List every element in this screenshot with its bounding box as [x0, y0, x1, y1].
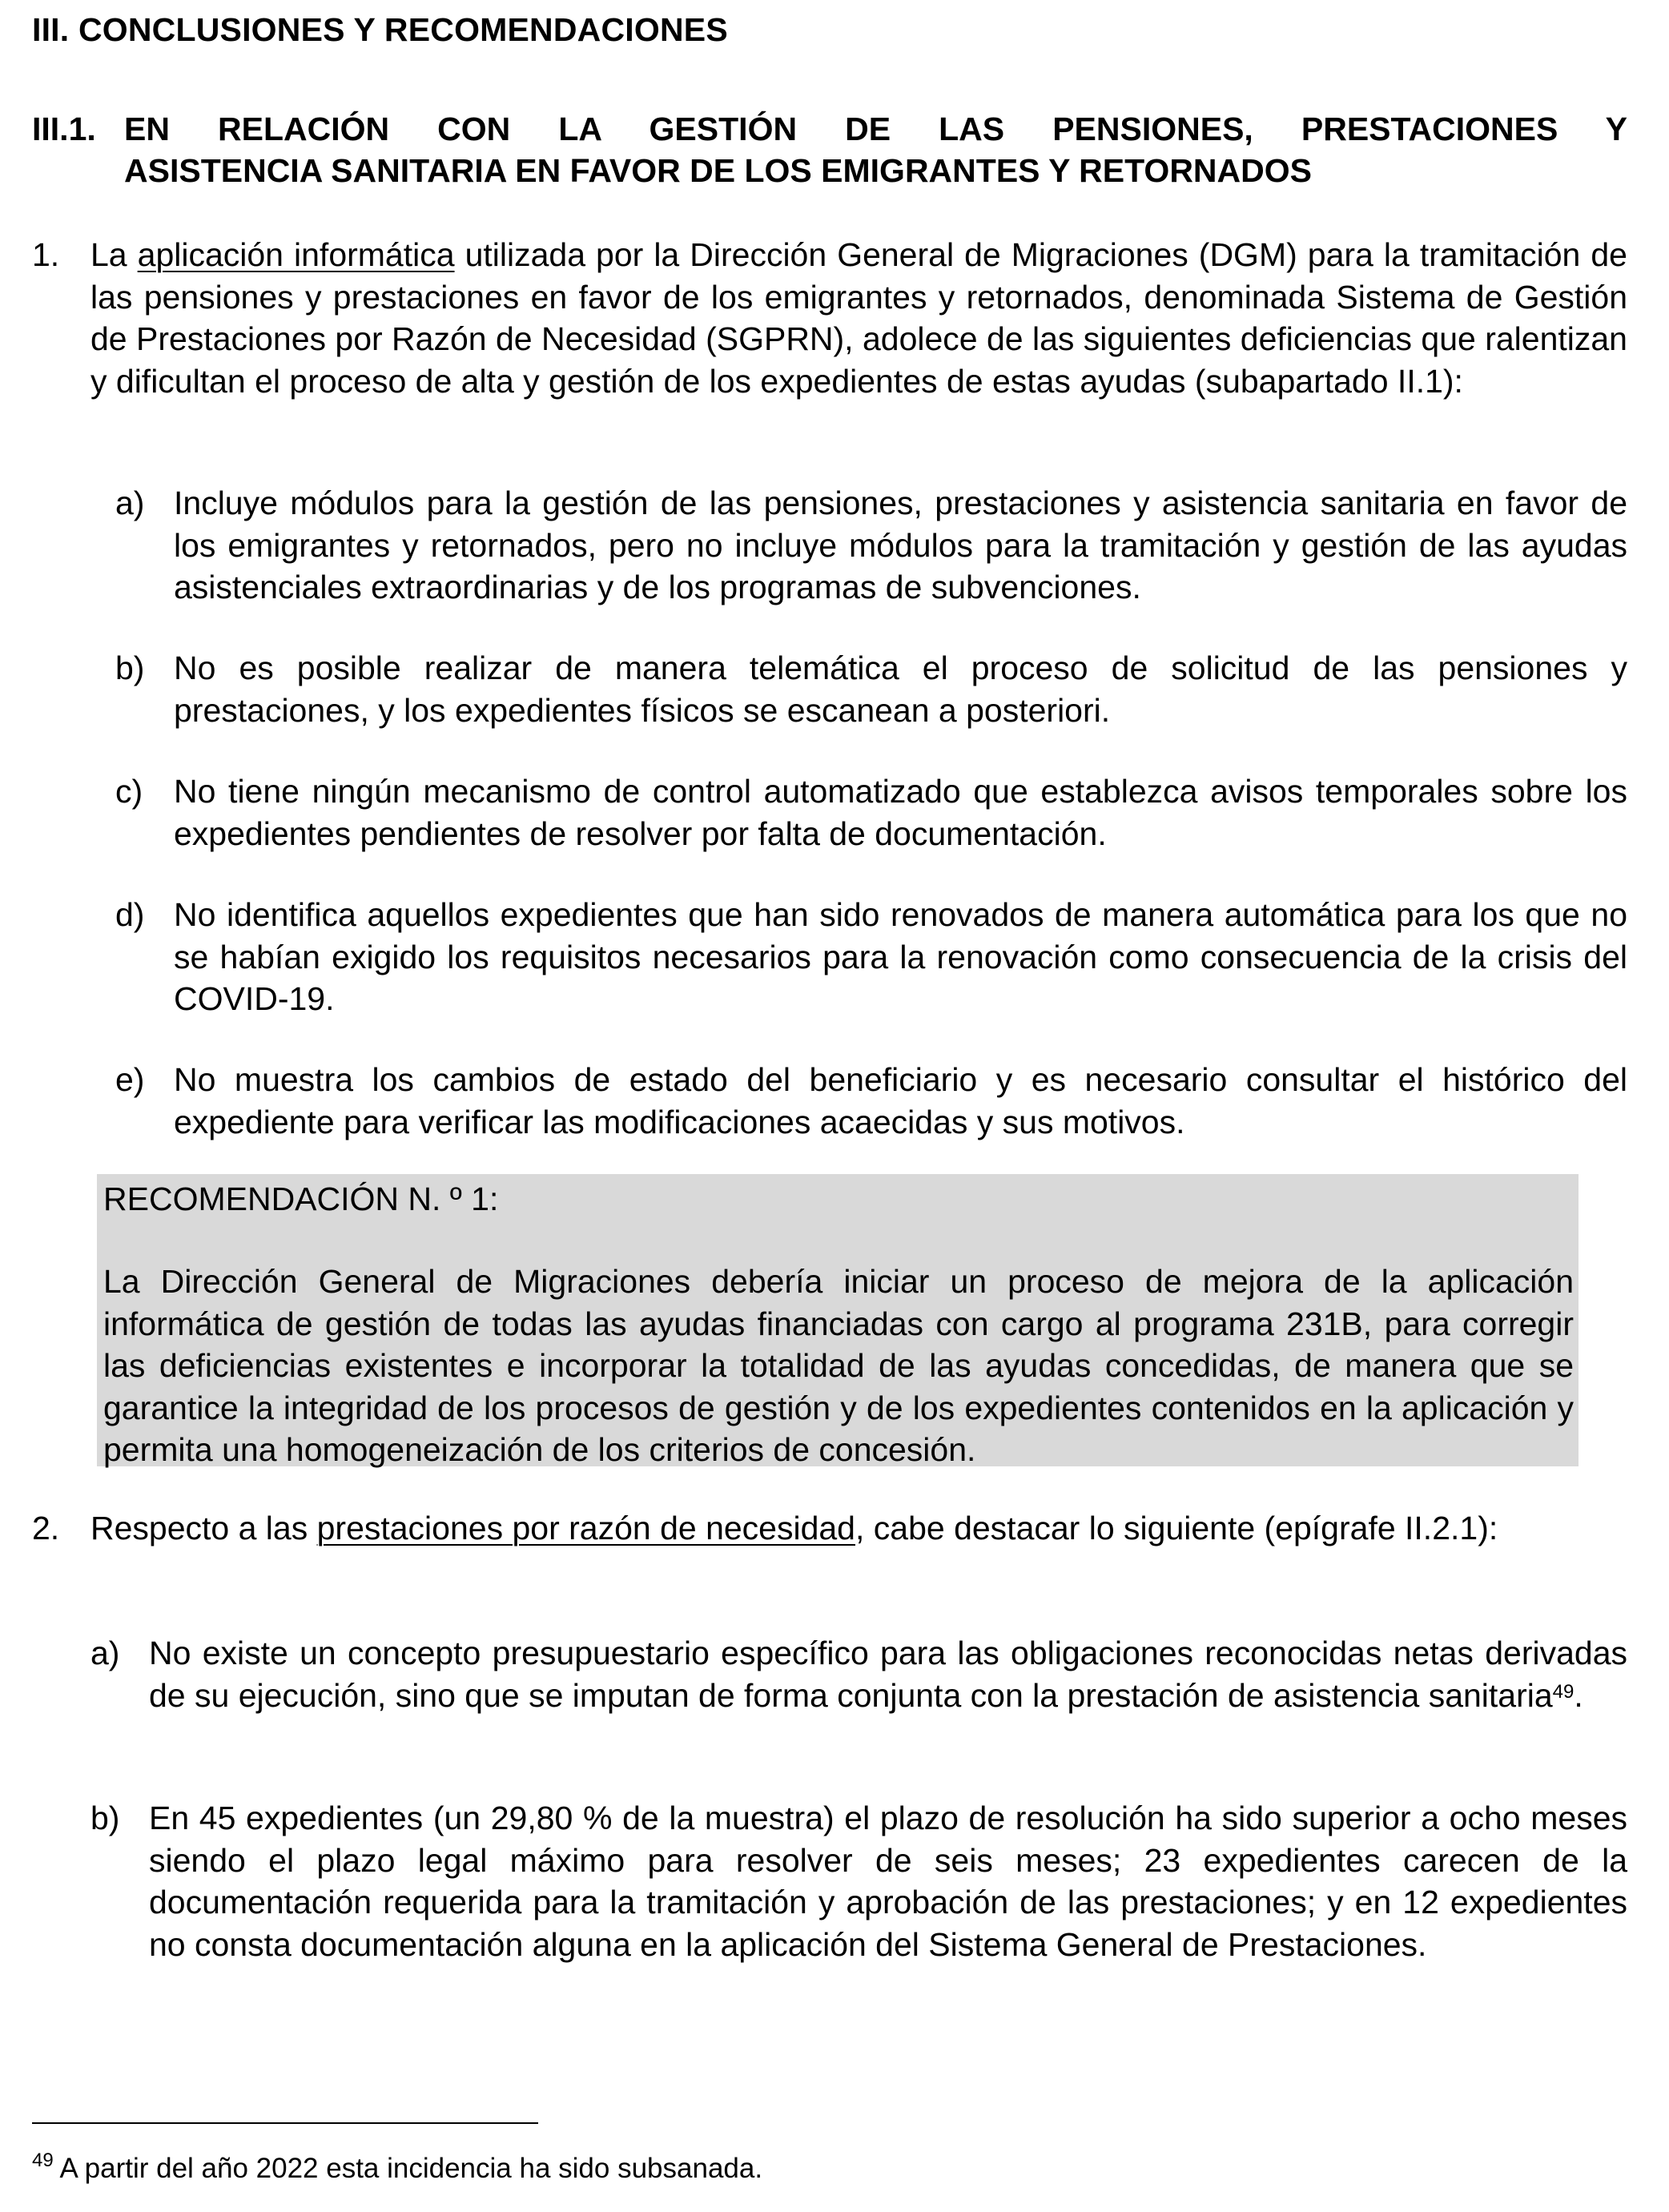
point-1 [32, 234, 1627, 450]
underlined-term: aplicación informática [137, 236, 455, 273]
point-1-number: 1. [32, 236, 60, 273]
list-item-letter: d) [115, 896, 145, 933]
document-page [32, 0, 1626, 2212]
list-item-text: No existe un concepto presupuestario específico para las obligaciones reconocidas netas derivadas de su ejecución, sino que se imputan de forma conjunta con la prestación de asistencia sanitaria$^{49}$. [149, 1635, 1627, 1714]
section-title: III. CONCLUSIONES Y RECOMENDACIONES [32, 11, 728, 48]
footnote-number: 49 [32, 2150, 54, 2171]
subsection-title-line1: EN RELACIÓN CON LA GESTIÓN DE LAS PENSIONES, PRESTACIONES Y [124, 111, 1627, 147]
list-item-text: Incluye módulos para la gestión de las pensiones, prestaciones y asistencia sanitaria en favor de los emigrantes y retornados, pero no incluye módulos para la tramitación y gestión de las ayudas asistenciales extraordinarias y de los programas de subvenciones. [174, 485, 1627, 605]
list-item-letter: a) [115, 485, 145, 521]
list-item-letter: c) [115, 773, 143, 810]
subsection-title [124, 108, 1627, 191]
list-item-text: No es posible realizar de manera telemática el proceso de solicitud de las pensiones y prestaciones, y los expedientes físicos se escanean a posteriori. [174, 650, 1627, 729]
recommendation-box [97, 1174, 1579, 1466]
list-item-letter: b) [90, 1800, 120, 1836]
list-item-text: No tiene ningún mecanismo de control automatizado que establezca avisos temporales sobre los expedientes pendientes de resolver por falta de documentación. [174, 773, 1627, 852]
footnote-reference[interactable]: 49 [1552, 1680, 1574, 1703]
list-item-letter: e) [115, 1061, 145, 1098]
recommendation-title: RECOMENDACIÓN N. º 1: [103, 1180, 499, 1217]
footnote-text: A partir del año 2022 esta incidencia ha sido subsanada. [53, 2153, 763, 2184]
list-item-text: No muestra los cambios de estado del beneficiario y es necesario consultar el histórico del expediente para verificar las modificaciones acaecidas y sus motivos. [174, 1061, 1627, 1140]
subsection-title-line2: ASISTENCIA SANITARIA EN FAVOR DE LOS EMIGRANTES Y RETORNADOS [124, 152, 1312, 189]
list-item-letter: b) [115, 650, 145, 686]
point-2-number: 2. [32, 1510, 60, 1546]
underlined-term: prestaciones por razón de necesidad [316, 1510, 855, 1546]
footnote [32, 2150, 763, 2185]
list-item-text: No identifica aquellos expedientes que han sido renovados de manera automática para los que no se habían exigido los requisitos necesarios para la renovación como consecuencia de la crisis del COVID-19. [174, 896, 1627, 1017]
footnote-separator [32, 2122, 538, 2124]
list-item-text: En 45 expedientes (un 29,80 % de la muestra) el plazo de resolución ha sido superior a ocho meses siendo el plazo legal máximo para resolver de seis meses; 23 expedientes carecen de la documentación requerida para la tramitación y aprobación de las prestaciones; y en 12 expedientes no consta documentación alguna en la aplicación del Sistema General de Prestaciones. [149, 1800, 1627, 1963]
recommendation-body: La Dirección General de Migraciones debería iniciar un proceso de mejora de la aplicación informática de gestión de todas las ayudas financiadas con cargo al programa 231B, para corregir las deficiencias existentes e incorporar la totalidad de las ayudas concedidas, de manera que se garantice la integridad de los procesos de gestión y de los expedientes contenidos en la aplicación y permita una homogeneización de los criterios de concesión. [103, 1263, 1574, 1468]
subsection-number: III.1. [32, 111, 96, 147]
list-item-letter: a) [90, 1635, 120, 1671]
point-2-intro: Respecto a las prestaciones por razón de necesidad, cabe destacar lo siguiente (epígrafe II.2.1): [90, 1510, 1498, 1546]
point-1-intro: La aplicación informática utilizada por la Dirección General de Migraciones (DGM) para la tramitación de las pensiones y prestaciones en favor de los emigrantes y retornados, denominada Sistema de Gestión de Prestaciones por Razón de Necesidad (SGPRN), adolece de las siguientes deficiencias que ralentizan y dificultan el proceso de alta y gestión de los expedientes de estas ayudas (subapartado II.1): [90, 236, 1627, 400]
